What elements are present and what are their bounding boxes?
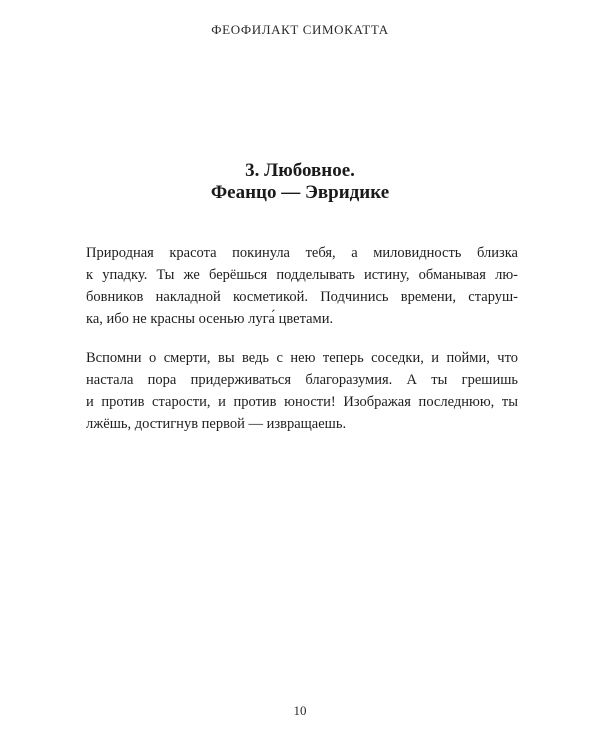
text-line: Природная красота покинула тебя, а миловидность близка — [86, 245, 518, 261]
text-line: ка, ибо не красны осенью луга́ цветами. — [86, 311, 334, 327]
text-line: настала пора придерживаться благоразумия. А ты грешишь — [86, 372, 518, 388]
chapter-title-line-2: Феанцо — Эвридике — [210, 182, 390, 203]
text-line: к упадку. Ты же берёшься подделывать истину, обманывая лю- — [86, 267, 518, 283]
body-text — [86, 242, 518, 452]
page-number: 10 — [293, 703, 307, 718]
paragraph-1 — [86, 242, 518, 330]
paragraph-2 — [86, 347, 518, 435]
chapter-title — [0, 160, 600, 204]
text-line: бовников накладной косметикой. Подчинись времени, старуш- — [86, 289, 518, 305]
chapter-title-line-1: 3. Любовное. — [245, 160, 355, 181]
text-line: Вспомни о смерти, вы ведь с нею теперь соседки, и пойми, что — [86, 350, 518, 366]
text-line: лжёшь, достигнув первой — извращаешь. — [86, 416, 347, 432]
running-head: ФЕОФИЛАКТ СИМОКАТТА — [211, 22, 389, 37]
text-line: и против старости, и против юности! Изображая последнюю, ты — [86, 394, 518, 410]
